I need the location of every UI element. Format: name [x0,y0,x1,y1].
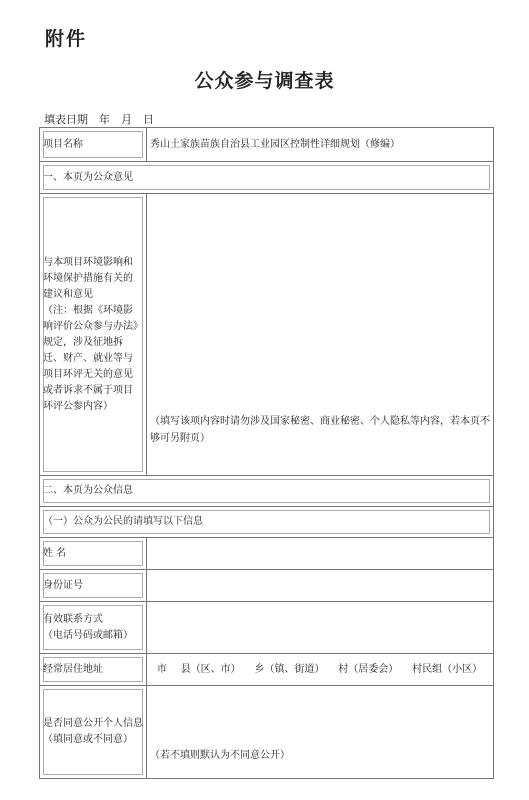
address-village: 村（居委会） [338,663,399,675]
name-input[interactable] [146,538,493,569]
consent-label: 是否同意公开个人信息 （填同意或不同意） [40,686,146,778]
name-label: 姓 名 [40,538,146,569]
address-label: 经常居住地址 [40,654,146,685]
consent-input[interactable] [146,686,493,778]
address-township: 乡（镇、街道） [254,663,325,675]
contact-row [40,602,493,654]
id-row [40,570,493,602]
address-input[interactable] [146,654,493,685]
section1-heading: 一、本页为公众意见 [40,162,493,193]
project-name-label: 项目名称 [40,128,146,161]
subheading-row [40,507,493,538]
section1-row [40,162,493,194]
section2-heading: 二、本页为公众信息 [40,476,493,506]
address-row [40,654,493,686]
project-name-value: 秀山土家族苗族自治县工业园区控制性详细规划（修编） [146,128,493,161]
name-row [40,538,493,570]
form-title: 公众参与调查表 [194,70,335,92]
contact-input[interactable] [146,602,493,653]
opinion-row [40,194,493,476]
opinion-input[interactable] [146,194,493,475]
fill-date-label: 填表日期 年 月 日 [44,113,154,126]
attachment-label: 附件 [45,28,88,50]
id-label: 身份证号 [40,570,146,601]
survey-form-table [39,127,494,779]
id-input[interactable] [146,570,493,601]
address-city: 市 [156,663,167,675]
opinion-label: 与本项目环境影响和环境保护措施有关的建议和意见 （注：根据《环境影响评价公众参与办法》规定，涉及征地拆迁、财产、就业等与项目环评无关的意见或者诉求不属于项目环评公参内容） [40,194,146,475]
consent-note: （若不填则默认为不同意公开） [150,750,290,761]
address-group: 村民组（小区） [412,663,483,675]
section2-subheading: （一）公众为公民的请填写以下信息 [40,507,493,537]
address-county: 县（区、市） [180,663,241,675]
opinion-note: （填写该项内容时请勿涉及国家秘密、商业秘密、个人隐私等内容，若本页不够可另附页） [150,416,490,444]
project-row [40,128,493,162]
consent-row [40,686,493,778]
section2-row [40,476,493,507]
contact-label: 有效联系方式 （电话号码或邮箱） [40,602,146,653]
